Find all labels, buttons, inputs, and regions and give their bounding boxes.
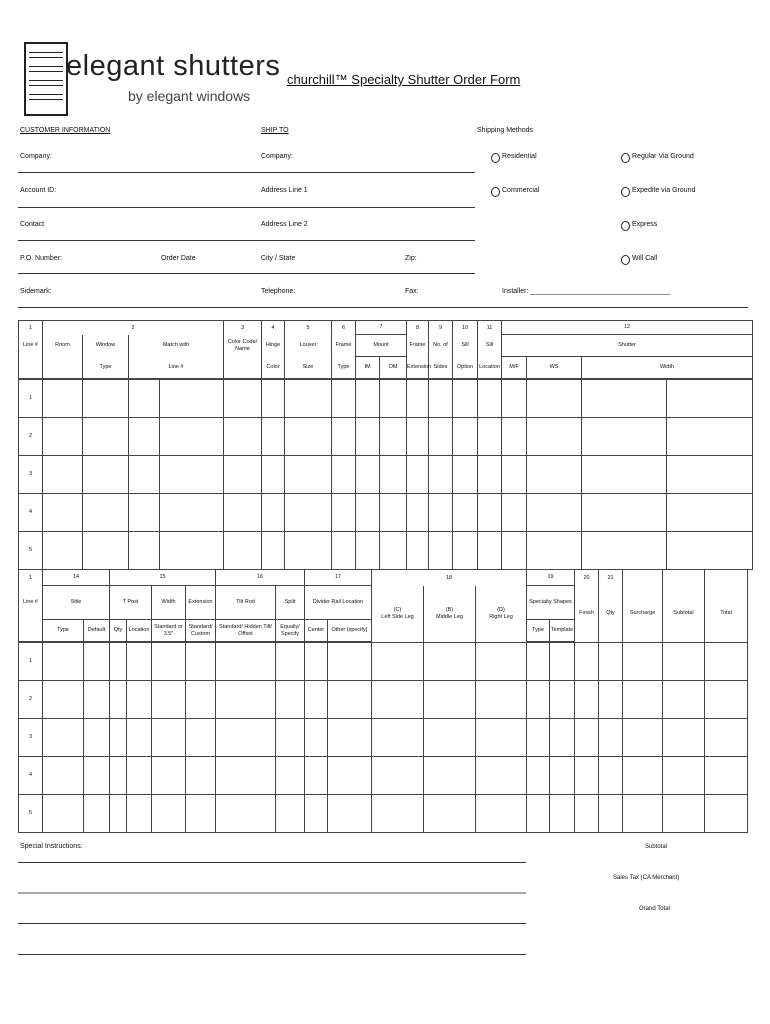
line-items-table-2 [18, 569, 748, 642]
ship-company-label: Company: [261, 153, 293, 160]
nof-header: No. of [429, 335, 453, 357]
table-row[interactable] [19, 456, 753, 494]
account-field[interactable] [18, 207, 475, 208]
table-row[interactable] [19, 532, 753, 570]
installer-field[interactable]: Installer: ____________________________________ [502, 288, 671, 295]
table-row[interactable] [19, 719, 748, 757]
row-number: 4 [19, 757, 43, 795]
col-num-5: 5 [285, 321, 332, 335]
line-header: Line # [19, 335, 43, 357]
width-header-2: Width [152, 586, 186, 620]
special-instructions-line-1[interactable] [18, 862, 526, 863]
col-num-14: 14 [43, 570, 110, 586]
col-num-1b: 1 [19, 570, 43, 586]
po-field[interactable] [18, 273, 475, 274]
col-num-4: 4 [262, 321, 285, 335]
residential-radio[interactable] [491, 153, 500, 163]
address1-label: Address Line 1 [261, 187, 308, 194]
fax-label: Fax: [405, 288, 419, 295]
table-row[interactable] [19, 418, 753, 456]
subtotal-label: Subtotal [645, 844, 668, 850]
will-call-radio[interactable] [621, 255, 630, 265]
ship-to-header: SHIP TO [261, 127, 289, 134]
sides-header: Sides [429, 357, 453, 379]
frame-ext-header: Frame [407, 335, 429, 357]
special-instructions-line-4[interactable] [18, 954, 526, 955]
sp-type-header: Type [527, 620, 550, 642]
line-items-table-1 [18, 320, 753, 379]
tiltrod-header: Tilt Rod [216, 586, 276, 620]
split-header: Split [276, 586, 305, 620]
customer-info-header: CUSTOMER INFORMATION [20, 127, 111, 134]
col-num-6: 6 [332, 321, 356, 335]
sill2-header: Sill [478, 335, 502, 357]
page-title: churchill™ Specialty Shutter Order Form [287, 72, 521, 87]
divider-header: Divider Rail Location [305, 586, 372, 620]
louver-header: Louver [285, 335, 332, 357]
match-line-header: Line # [129, 357, 224, 379]
expedite-ground-label: Expedite via Ground [632, 187, 696, 194]
hinge-header: Hinge [262, 335, 285, 357]
mount-header: Mount [356, 335, 407, 357]
split-sub-header: Equally/ Specify [276, 620, 305, 642]
qty2-header: Qty [599, 586, 623, 642]
express-radio[interactable] [621, 221, 630, 231]
row-number: 4 [19, 494, 43, 532]
col-num-18: 18 [372, 570, 527, 586]
b-leg-header [424, 586, 476, 642]
d-leg-label: Right Leg [489, 613, 513, 620]
sidemark-label: Sidemark: [20, 288, 52, 295]
om-header: OM [380, 357, 407, 379]
company-label: Company: [20, 153, 52, 160]
col-num-16: 16 [216, 570, 305, 586]
col-num-3: 3 [224, 321, 262, 335]
match-header: Match with [129, 335, 224, 357]
col-num-21: 21 [599, 570, 623, 586]
col-num-20: 20 [575, 570, 599, 586]
total-header: Total [705, 586, 748, 642]
im-header: IM [356, 357, 380, 379]
b-leg-label: Middle Leg [436, 613, 463, 620]
line-items-table-1-body [18, 379, 753, 570]
regular-ground-radio[interactable] [621, 153, 630, 163]
special-instructions-line-3[interactable] [18, 923, 526, 924]
row-number: 5 [19, 795, 43, 833]
c-leg-label: Left Side Leg [381, 613, 414, 620]
express-label: Express [632, 221, 658, 228]
template-header: Template [550, 620, 575, 642]
tpost-header: T Post [110, 586, 152, 620]
mf-header: M/F [502, 357, 527, 379]
special-instructions-label: Special Instructions: [20, 843, 83, 850]
other-header: Other (specify) [328, 620, 372, 642]
table-row[interactable] [19, 795, 748, 833]
center-header: Center [305, 620, 328, 642]
row-number: 2 [19, 418, 43, 456]
sidemark-field[interactable] [18, 307, 748, 308]
logo-subbrand: by elegant windows [128, 88, 251, 104]
row-number: 1 [19, 643, 43, 681]
frame-ext2-header: Extension [407, 357, 429, 379]
c-leg-header [372, 586, 424, 642]
sill-header: Sill [453, 335, 478, 357]
subtotal-header: Subtotal [663, 586, 705, 642]
shipping-methods-header: Shipping Methods [477, 127, 534, 134]
row-number: 5 [19, 532, 43, 570]
sill-location-header: Location [478, 357, 502, 379]
account-label: Account ID: [20, 187, 57, 194]
commercial-radio[interactable] [491, 187, 500, 197]
col-num-12: 12 [502, 321, 753, 335]
frame-type-header: Type [332, 357, 356, 379]
line-header-2: Line # [19, 586, 43, 620]
col-num-7: 7 [356, 321, 407, 335]
ext-sub-header: Standard/ Custom [186, 620, 216, 642]
telephone-label: Telephone: [261, 288, 296, 295]
c-leg-code: (C) [393, 607, 402, 614]
row-number: 3 [19, 719, 43, 757]
stile-type-header: Type [43, 620, 84, 642]
regular-ground-label: Regular Via Ground [632, 153, 694, 160]
surcharge-header: Surcharge [623, 586, 663, 642]
expedite-ground-radio[interactable] [621, 187, 630, 197]
col-num-8: 8 [407, 321, 429, 335]
window-type-header: Type [83, 357, 129, 379]
specialty-header: Specialty Shapes [527, 586, 575, 620]
company-field[interactable] [18, 172, 475, 173]
logo-mark-icon [24, 42, 68, 116]
will-call-label: Will Call [632, 255, 658, 262]
col-num-15: 15 [110, 570, 216, 586]
d-leg-header [476, 586, 527, 642]
col-num-11: 11 [478, 321, 502, 335]
col-num-1: 1 [19, 321, 43, 335]
table-row[interactable] [19, 681, 748, 719]
po-label: P.O. Number: [20, 255, 62, 262]
row-number: 1 [19, 380, 43, 418]
col-num-10: 10 [453, 321, 478, 335]
width-sub-header: Standard or 3.5" [152, 620, 186, 642]
sales-tax-label: Sales Tax (CA Merchant) [613, 875, 680, 881]
extension-header: Extension [186, 586, 216, 620]
finish-header: Finish [575, 586, 599, 642]
grand-total-label: Grand Total [639, 906, 670, 912]
table-row[interactable] [19, 757, 748, 795]
col-num-17: 17 [305, 570, 372, 586]
commercial-label: Commercial [502, 187, 540, 194]
contact-field[interactable] [18, 240, 475, 241]
address2-label: Address Line 2 [261, 221, 308, 228]
table-row[interactable] [19, 494, 753, 532]
row-number: 2 [19, 681, 43, 719]
qty-header: Qty [110, 620, 127, 642]
room-header: Room [43, 335, 83, 357]
sill-option-header: Option [453, 357, 478, 379]
line-items-table-2-body [18, 642, 748, 833]
d-leg-code: (D) [497, 607, 505, 614]
b-leg-code: (B) [445, 607, 454, 614]
default-header: Default [84, 620, 110, 642]
col-num-19: 19 [527, 570, 575, 586]
table-row[interactable] [19, 380, 753, 418]
stile-header: Stile [43, 586, 110, 620]
col-num-9: 9 [429, 321, 453, 335]
contact-label: Contact [20, 221, 45, 228]
tilt-sub-header: Standard/ Hidden Tilt/ Offset [216, 620, 276, 642]
zip-label: Zip: [405, 255, 417, 262]
special-instructions-line-2[interactable] [18, 892, 526, 894]
city-state-label: City / State [261, 255, 296, 262]
residential-label: Residential [502, 153, 537, 160]
table-row[interactable] [19, 643, 748, 681]
louver-size-header: Size [285, 357, 332, 379]
window-header: Window [83, 335, 129, 357]
row-number: 3 [19, 456, 43, 494]
ws-header: WS [527, 357, 582, 379]
shutter-header: Shutter [502, 335, 753, 357]
location-header: Location [127, 620, 152, 642]
col-num-2: 2 [43, 321, 224, 335]
frame-header: Frame [332, 335, 356, 357]
order-date-label: Order Date [161, 255, 196, 262]
width-header: Width [582, 357, 753, 379]
hinge-color-header: Color [262, 357, 285, 379]
color-header: Color Code/ Name [224, 335, 262, 357]
logo-brand: elegant shutters [66, 50, 281, 82]
